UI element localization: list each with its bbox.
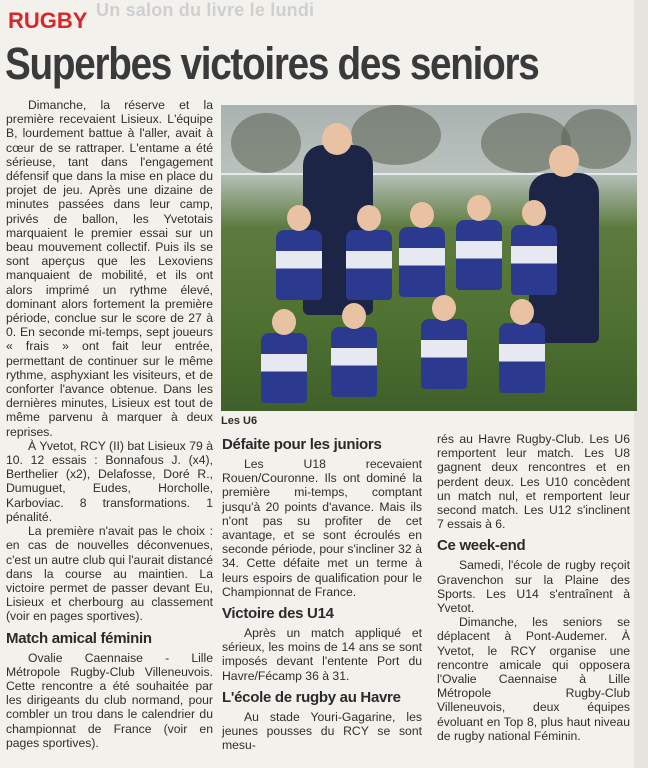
team-photo	[221, 105, 637, 411]
column-2	[222, 432, 422, 752]
subheading: L'école de rugby au Havre	[222, 688, 401, 706]
photo-caption: Les U6	[221, 415, 258, 427]
paragraph: Les U18 recevaient Rouen/Couronne. Ils ont dominé la première mi-temps, comptant jusqu'à 20 points d'avance. Mais ils n'ont pas su profiter de cet avantage, et se sont écroulés en seconde période, pour s'incliner 32 à 34. Cette défaite met un terme à leurs espoirs de qualification pour le Championnat de France.	[222, 457, 422, 599]
bleed-through-text: Un salon du livre le lundi	[96, 0, 315, 18]
column-1	[6, 98, 213, 750]
paragraph: Dimanche, les seniors se déplacent à Pont-Audemer. À Yvetot, le RCY organise une rencontre amicale qui opposera l'Ovalie Caennaise à Lille Métropole Rugby-Club Villeneuvois, deux équipes évoluant en Top 8, plus haut niveau de rugby national Féminin.	[437, 615, 630, 743]
subheading: Ce week-end	[437, 537, 526, 555]
section-label: RUGBY	[8, 8, 88, 33]
paragraph: La première n'avait pas le choix : en cas de nouvelles déconvenues, c'est un autre club qui l'aurait distancé dans la course au maintien. La victoire permet de passer devant Eu, Lisieux et cherbourg au classement (voir en pages sportives).	[6, 524, 213, 624]
paragraph: Au stade Youri-Gagarine, les jeunes pousses du RCY se sont mesu-	[222, 709, 422, 753]
subheading: Match amical féminin	[6, 629, 152, 647]
paragraph: Ovalie Caennaise - Lille Métropole Rugby-Club Villeneuvois. Cette rencontre a été souhaitée par les dirigeants du club normand, pour combler un trou dans le calendrier du championnat de France (voir en pages sportives).	[6, 650, 213, 750]
paragraph: rés au Havre Rugby-Club. Les U6 remportent leur match. Les U8 gagnent deux rencontres et en perdent deux. Les U10 concèdent un match nul, et remportent leur second match. Les U12 s'inclinent 7 essais à 6.	[437, 432, 630, 532]
paragraph: À Yvetot, RCY (II) bat Lisieux 79 à 10. 12 essais : Bonnafous J. (x4), Berthelier (x2), Delafosse, Doré R., Dumuguet, Eudes, Horcholle, Karboviac. 8 transformations. 1 pénalité.	[6, 438, 213, 524]
paragraph: Après un match appliqué et sérieux, les moins de 14 ans se sont imposés devant l'entente Port du Havre/Fécamp 36 à 31.	[222, 626, 422, 683]
headline: Superbes victoires des seniors	[5, 38, 539, 89]
column-3	[437, 432, 630, 743]
paragraph: Dimanche, la réserve et la première recevaient Lisieux. L'équipe B, lourdement battue à l'aller, avait à cœur de se rattraper. L'entame a été sérieuse, tant dans l'engagement défensif que dans la mise en place du projet de jeu. Après une dizaine de minutes passées dans leur camp, privés de ballon, les Yvetotais marquaient le premier essai sur un beau mouvement collectif. Puis ils se sont aperçus que les Lexoviens manquaient de mobilité, et ils ont alors imprimé un rythme élevé, dominant alors fortement la première période, conclue sur le score de 27 à 0. En seconde mi-temps, sept joueurs « frais » ont fait leur entrée, permettant de continuer sur le même rythme, asphyxiant les visiteurs, et de conforter l'avance obtenue. Dans les dernières minutes, Lisieux est tout de même parvenu à marquer à deux reprises.	[6, 98, 213, 439]
subheading: Défaite pour les juniors	[222, 436, 382, 453]
subheading: Victoire des U14	[222, 605, 334, 623]
paragraph: Samedi, l'école de rugby reçoit Gravenchon sur la Plaine des Sports. Les U14 s'entraînent à Yvetot.	[437, 558, 630, 616]
